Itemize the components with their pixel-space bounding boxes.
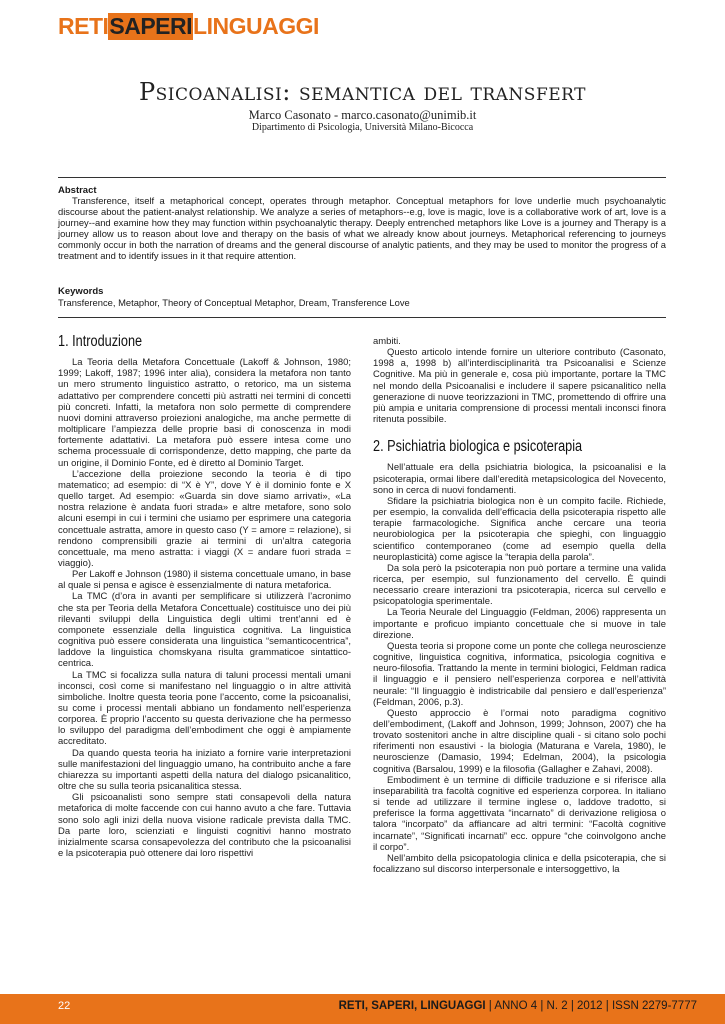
logo-part-reti: RETI	[58, 12, 109, 39]
paragraph: Per Lakoff e Johnson (1980) il sistema concettuale umano, in base al quale si pensa e agisce è essenzialmente di natura metaforica.	[58, 569, 351, 592]
paragraph: Embodiment è un termine di difficile traduzione e si riferisce alla inseparabilità tra facoltà cognitive ed esperienza corporea. In italiano si tende ad utilizzare il termine inglese o, laddove tradotto, si preferisce la forma aggettivata “incarnato” di derivazione religiosa o talora “incorpato” da affiancare ad altri termini: “Facoltà cognitive incarnate”, “Significati incarnati” ecc. oppure “che coinvolgono anche il corpo”.	[373, 774, 666, 853]
article-author: Marco Casonato - marco.casonato@unimib.it	[248, 108, 477, 122]
keywords-heading: Keywords	[58, 286, 104, 297]
keywords-text: Transference, Metaphor, Theory of Conceptual Metaphor, Dream, Transference Love	[58, 297, 410, 308]
paragraph: Da sola però la psicoterapia non può portare a termine una valida ricerca, per esempio, sul funzionamento del cervello. È quindi necessario creare interazioni tra psicoterapia, ricerca sul cervello e psicopatologia sperimentale.	[373, 562, 666, 608]
left-column	[58, 333, 351, 860]
paragraph: La Teoria della Metafora Concettuale (Lakoff & Johnson, 1980; 1999; Lakoff, 1987; 1996 inter alia), considera la metafora non tanto un mero strumento linguistico astratto, o retorico, ma un sistema adattativo per comprendere concetti più astratti nei termini di concetti più concreti. Infatti, la metafora non solo permette di comprendere nuovi domini attraverso proiezioni analogiche, ma anche permette di moltiplicare l’ampiezza delle proprie basi di conoscenza in modi fortemente adattativi. La metafora può essere intesa come uno schema processuale di corrispondenze, detto mapping, che parte da un origine, il Dominio Fonte, ed è diretto al Dominio Target.	[58, 357, 351, 469]
article-department: Dipartimento di Psicologia, Università Milano-Bicocca	[251, 122, 474, 133]
journal-logo	[58, 14, 319, 38]
paragraph: Nell’attuale era della psichiatria biologica, la psicoanalisi e la psicoterapia, ormai libere dall’eredità metapsicologica del Novecento, sono in cerca di nuovi fondamenti.	[373, 462, 666, 496]
paragraph: Sfidare la psichiatria biologica non è un compito facile. Richiede, per esempio, la convalida dell’efficacia della psicoterapia rispetto alle terapie farmacologiche. Significa anche cercare una teoria neurobiologica per la psicoterapia che spieghi, con linguaggio scientifico contemporaneo (come ad esempio quella della neuroplasticità) come agisce la “terapia della parola”.	[373, 495, 666, 563]
paragraph: La TMC si focalizza sulla natura di taluni processi mentali umani inconsci, così come si manifestano nel linguaggio o in altre attività simboliche. Inoltre questa teoria pone l’accento, come la psicoanalisi, su come i processi mentali abbiano un fondamento nell’esperienza corporea. È proprio l’accento su questa derivazione che ha permesso lo sviluppo del paradigma dell’embodiment che oggi è ampiamente accreditato.	[58, 669, 351, 748]
paragraph: La Teoria Neurale del Linguaggio (Feldman, 2006) rappresenta un importante e proficuo impianto concettuale che si muove in tale direzione.	[373, 607, 666, 641]
paragraph: Questa teoria si propone come un ponte che collega neuroscienze cognitive, linguistica cognitiva, informatica, psicologia cognitiva e neuro-filosofia. Trattando la mente in termini biologici, Feldman radica il linguaggio e il pensiero nell’esperienza corporea e nell’attività neurale: “Il linguaggio è indistricabile dal pensiero e dall’esperienza” (Feldman, 2006, p.3).	[373, 640, 666, 708]
paragraph: Gli psicoanalisti sono sempre stati consapevoli della natura metaforica di molte faccende con cui hanno avuto a che fare. Tuttavia sono solo agli inizi della nuova visione radicale prevista dalla TMC. Da parte loro, scienziati e linguisti cognitivi hanno mostrato inizialmente scarsa consapevolezza del contributo che la psicoanalisi e la psicoterapia può ottenere dai loro rispettivi	[58, 792, 351, 860]
paragraph: Da quando questa teoria ha iniziato a fornire varie interpretazioni sulle manifestazioni del linguaggio umano, ha contribuito anche a fare chiarezza su importanti aspetti della natura del dialogo psicanalitico, oltre che su sulla teoria psicanalitica stessa.	[58, 747, 351, 793]
article-title: Psicoanalisi: semantica del transfert	[139, 78, 586, 106]
abstract-top-rule	[58, 177, 666, 178]
journal-name: RETI, SAPERI, LINGUAGGI	[338, 1000, 486, 1012]
paragraph: ambiti.	[373, 336, 401, 347]
paragraph: La TMC (d’ora in avanti per semplificare si utilizzerà l’acronimo che sta per Teoria della Metafora Concettuale) costituisce uno dei più rilevanti sviluppi della Linguistica degli ultimi trent’anni ed è componete essenziale della linguistica cognitiva. La linguistica cognitiva può essere considerata una linguistica “semanticocentrica”, laddove la linguistica chomskyana risulta grammaticoe sintattico-centrica.	[58, 591, 351, 670]
paragraph: Questo articolo intende fornire un ulteriore contributo (Casonato, 1998 a, 1998 b) all’interdisciplinarità tra Psicoanalisi e Scienze Cognitive. Ma più in generale e, cosa più importante, portare la TMC nel mondo della Psicoanalisi e includere il sapere psicanalitico nella generazione di nuove teorizzazioni in TMC, promettendo di offrire una più ampia e unitaria comprensione di processi mentali inconsci finora ritenuta possibile.	[373, 347, 666, 426]
page-number: 22	[58, 1000, 71, 1012]
logo-part-saperi: SAPERI	[109, 12, 193, 39]
paragraph: Nell’ambito della psicopatologia clinica e della psicoterapia, che si focalizzano sul discorso interpersonale e intersoggettivo, la	[373, 852, 666, 876]
section2-heading: 2. Psichiatria biologica e psicoterapia	[373, 438, 583, 456]
abstract-heading: Abstract	[58, 185, 97, 196]
logo-part-linguaggi: LINGUAGGI	[193, 12, 319, 39]
journal-info	[339, 1000, 697, 1012]
section1-heading: 1. Introduzione	[58, 333, 143, 350]
paragraph: L’accezione della proiezione secondo la teoria è di tipo matematico; ad esempio: di “X è Y”, dove Y è il dominio fonte e X quello target. Ad esempio: «Guarda sin dove siamo arrivati», «La nostra relazione è andata fuori strada» e altre metafore, sono solo alcuni esempi in cui i termini che usiamo per esprimere una categoria concettuale astratta, amore in questo caso (Y = amore = relazione), si rendono comprensibili grazie ai termini di un’altra categoria concettuale, ma meno astratta: i viaggi (X = andare fuori strada = viaggio).	[58, 468, 351, 569]
right-column	[373, 336, 666, 875]
journal-issue: | ANNO 4 | N. 2 | 2012 | ISSN 2279-7777	[485, 1000, 697, 1012]
paragraph: Questo approccio è l’ormai noto paradigma cognitivo dell’embodiment, (Lakoff and Johnson, 1999; Johnson, 2007) che ha trovato sostenitori anche in altre discipline quali - si citano solo pochi riferimenti non esaustivi - la biologia (Maturana e Varela, 1980), le neuroscienze (Damasio, 1994; Edelman, 2004), la psicologia cognitiva (Barsalou, 1999) e la filosofia (Gallagher e Zahavi, 2008).	[373, 707, 666, 775]
abstract-text: Transference, itself a metaphorical concept, operates through metaphor. Conceptual metaphors for love underlie much psychoanalytic discourse about the patient-analyst relationship. We analyze a series of metaphors--e.g, love is magic, love is a collaborative work of art, love is a journey--and examine how they may function within psychoanalytic therapy. Deeply entrenched metaphors like Love is a journey and Therapy is a journey allow us to reason about love and therapy on the basis of what we already know about journeys. Metaphorical referencing to journeys commonly occur in both the narration of dreams and the general discourse of analytic patients, and they may be used to monitor the progress of a treatment and to identify issues in it that require attention.	[58, 195, 666, 261]
keywords-bottom-rule	[58, 317, 666, 318]
